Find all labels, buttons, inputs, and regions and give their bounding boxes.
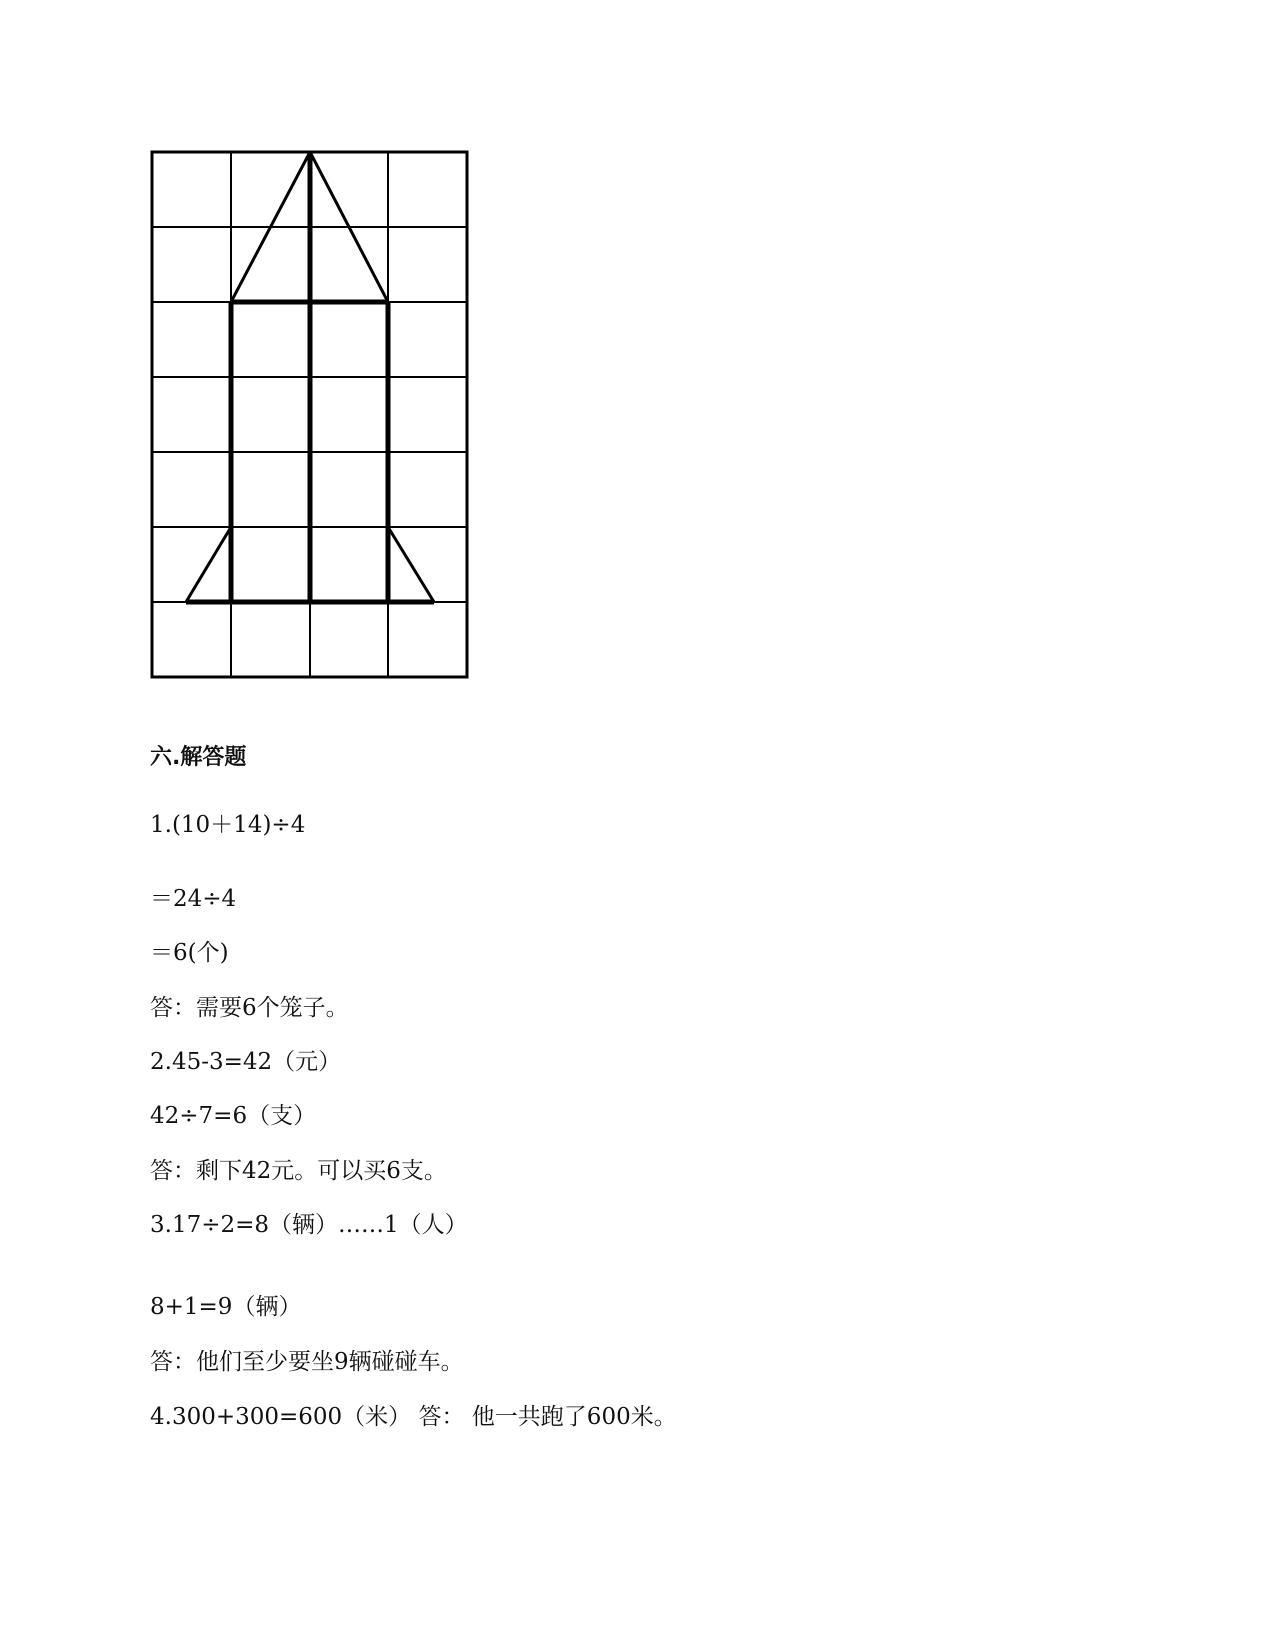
answer-line: ＝6(个) — [150, 940, 229, 966]
answer-line: 答：他们至少要坐9辆碰碰车。 — [150, 1349, 464, 1375]
section-title: 六.解答题 — [150, 745, 247, 770]
answer-line: 3.17÷2=8（辆）……1（人） — [150, 1212, 468, 1238]
answer-line: ＝24÷4 — [150, 886, 237, 912]
answer-line: 8+1=9（辆） — [150, 1294, 302, 1320]
rocket-grid-figure — [150, 150, 470, 680]
answer-line: 2.45-3=42（元） — [150, 1049, 342, 1075]
answer-line: 4.300+300=600（米） 答： 他一共跑了600米。 — [150, 1404, 677, 1430]
answer-line: 答：需要6个笼子。 — [150, 995, 349, 1021]
answer-line: 42÷7=6（支） — [150, 1103, 317, 1129]
answer-line: 答：剩下42元。可以买6支。 — [150, 1158, 447, 1184]
answer-line: 1.(10＋14)÷4 — [150, 812, 306, 838]
